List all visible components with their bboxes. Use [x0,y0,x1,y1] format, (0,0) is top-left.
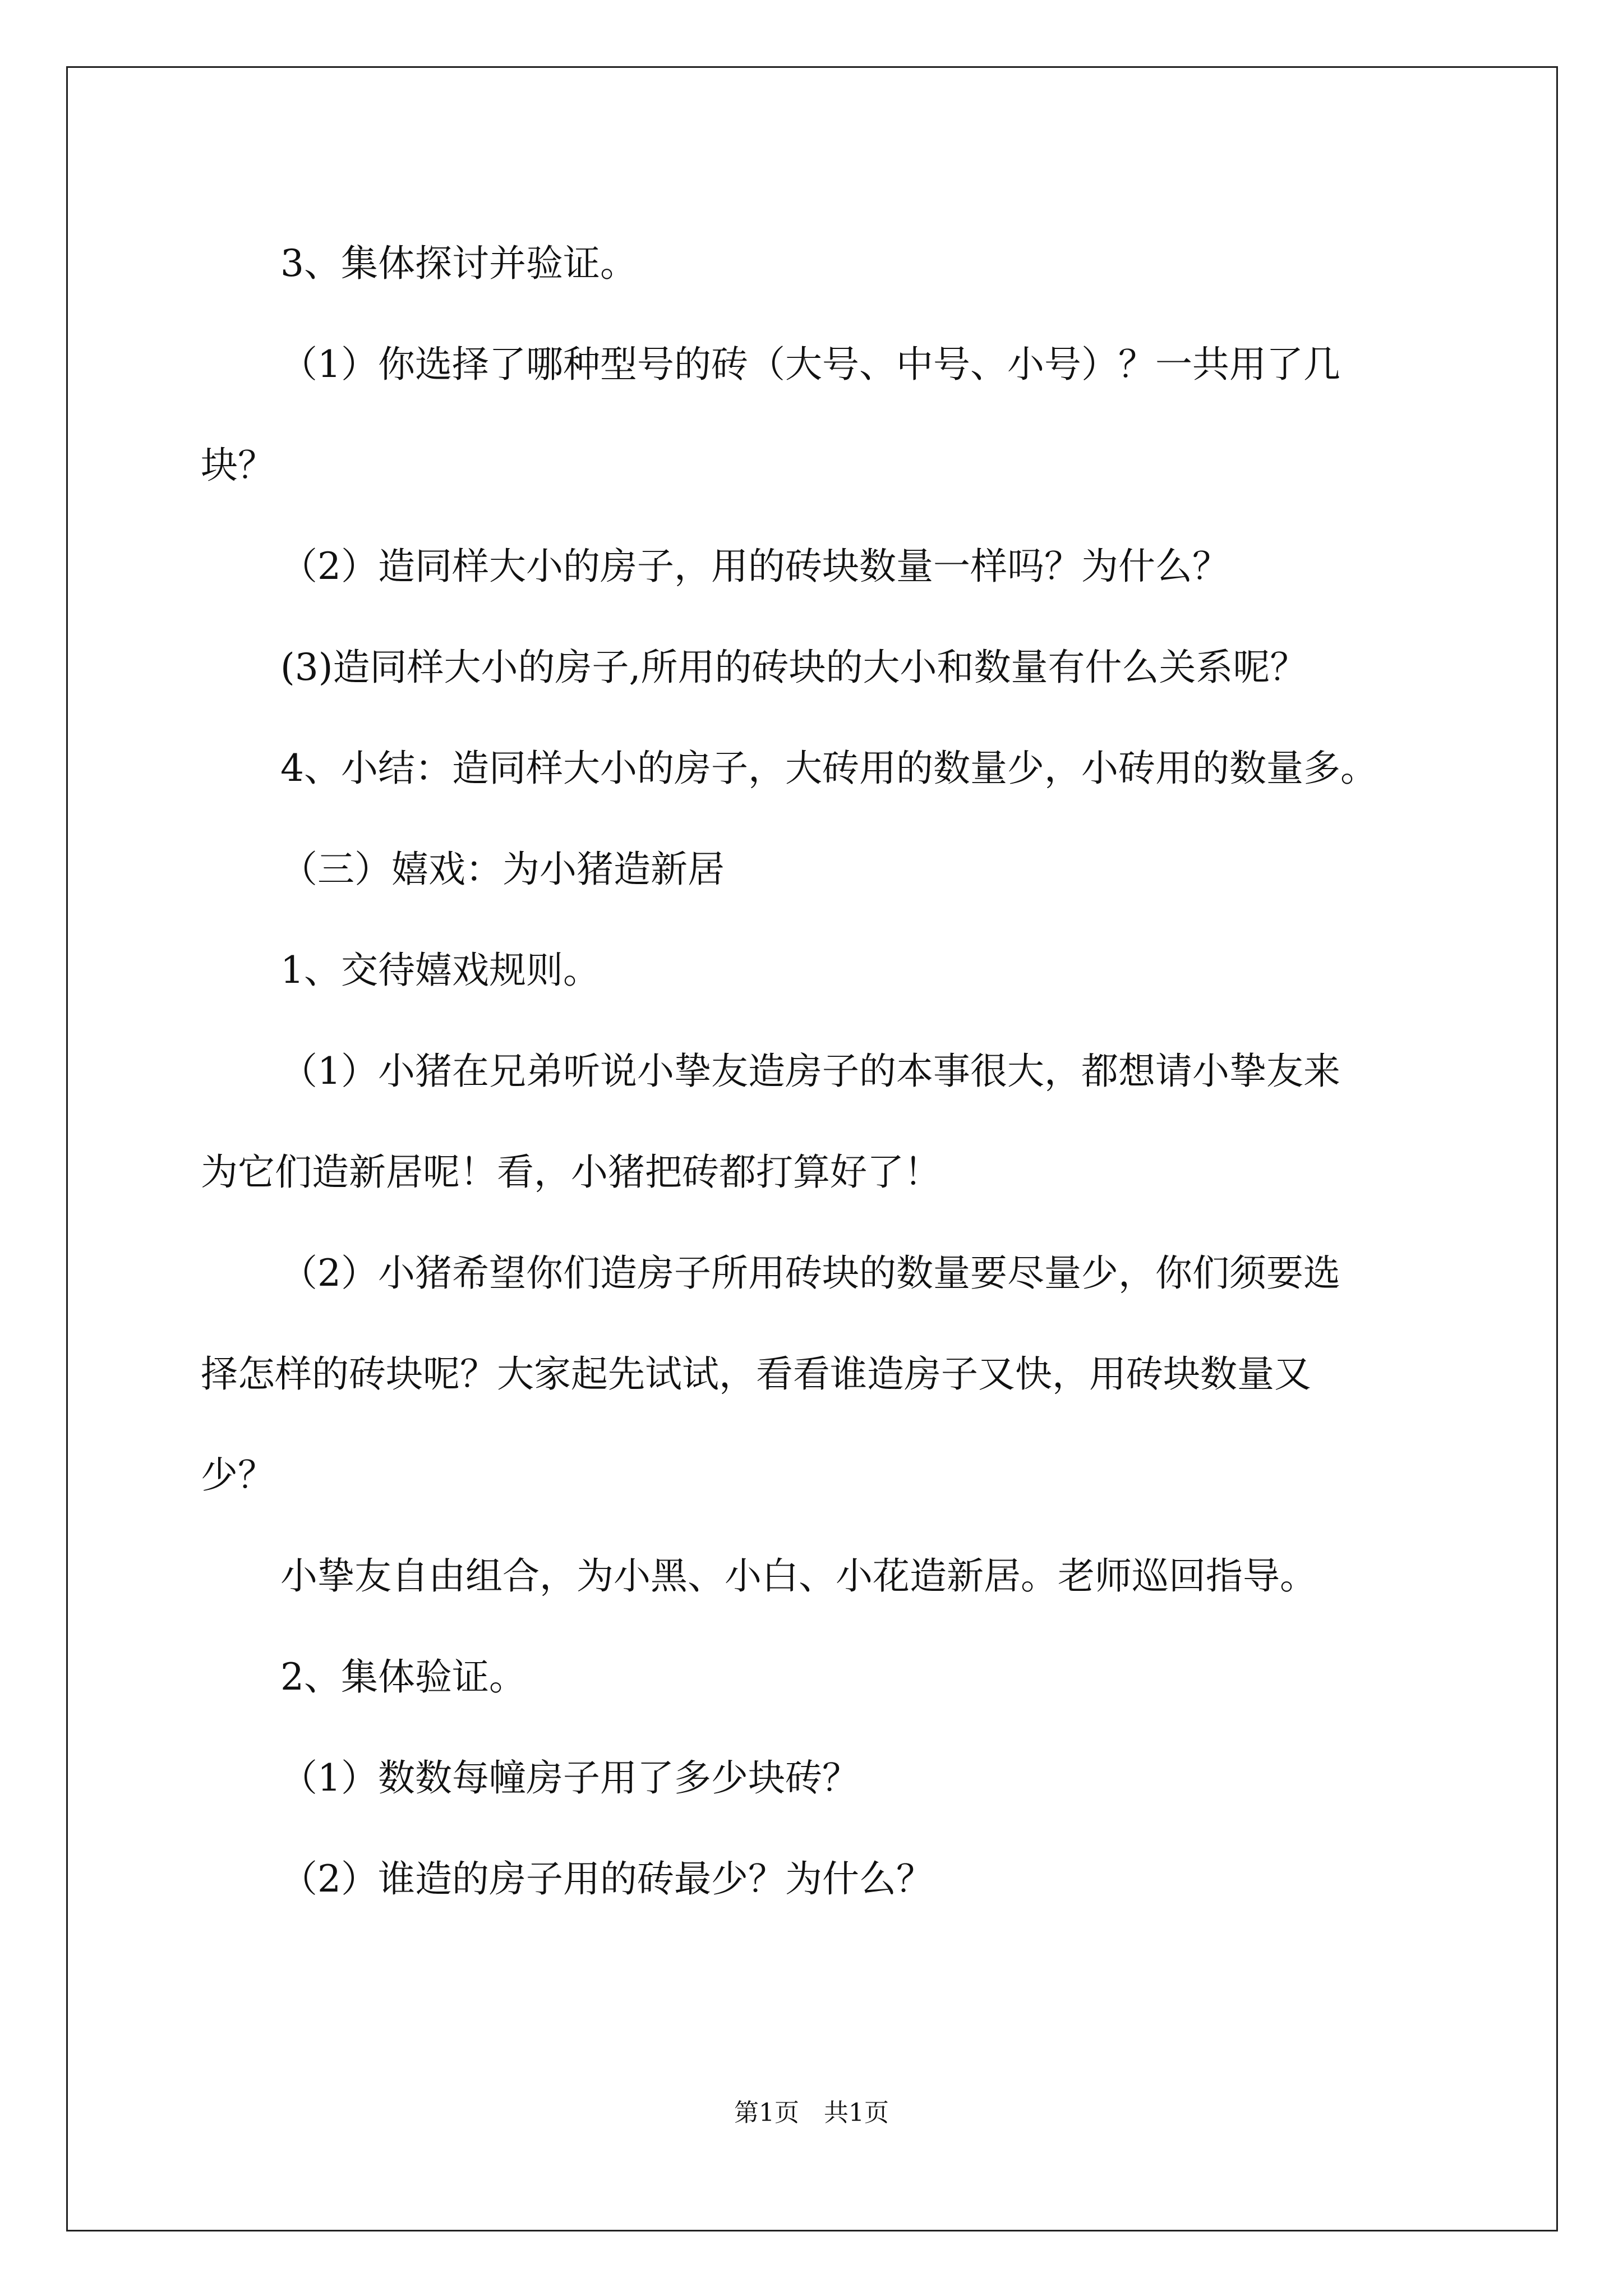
paragraph: 小挚友自由组合，为小黑、小白、小花造新居。老师巡回指导。 [280,1554,1317,1598]
paragraph: （2）造同样大小的房子，用的砖块数量一样吗？为什么？ [280,545,1229,588]
paragraph: （2）谁造的房子用的砖最少？为什么？ [280,1857,933,1901]
paragraph: （1）你选择了哪种型号的砖（大号、中号、小号）？一共用了几 [280,343,1340,386]
paragraph: （1）小猪在兄弟听说小挚友造房子的本事很大，都想请小挚友来 [280,1050,1340,1093]
paragraph-continuation: 为它们造新居呢！看，小猪把砖都打算好了！ [201,1151,941,1194]
paragraph: 3、集体探讨并验证。 [280,242,637,285]
paragraph-continuation: 少？ [201,1453,275,1497]
document-body [201,213,1435,1930]
paragraph: （2）小猪希望你们造房子所用砖块的数量要尽量少，你们须要选 [280,1251,1340,1295]
paragraph-continuation: 块？ [201,444,275,487]
paragraph: （1）数数每幢房子用了多少块砖？ [280,1756,859,1800]
section-heading: （三）嬉戏：为小猪造新居 [280,848,725,891]
paragraph: 2、集体验证。 [280,1655,526,1699]
paragraph: 1、交待嬉戏规则。 [280,949,600,992]
paragraph: (3)造同样大小的房子,所用的砖块的大小和数量有什么关系呢？ [280,646,1307,689]
paragraph: 4、小结：造同样大小的房子，大砖用的数量少，小砖用的数量多。 [280,747,1377,790]
page-footer: 第1页 共1页 [734,2099,889,2127]
paragraph-continuation: 择怎样的砖块呢？大家起先试试，看看谁造房子又快，用砖块数量又 [201,1352,1311,1396]
